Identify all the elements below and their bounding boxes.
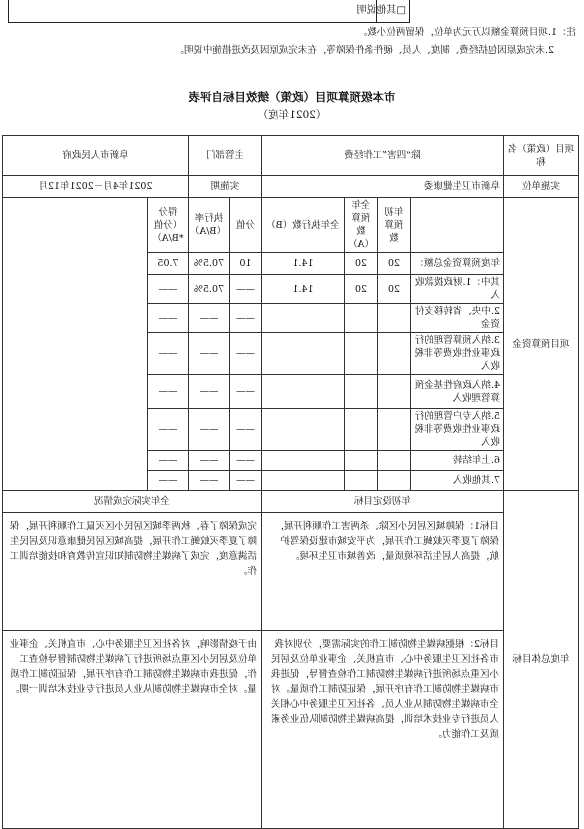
- budget-initial: [378, 451, 411, 471]
- budget-row-label: 4.纳入政府性基金预算管理收入: [411, 375, 504, 409]
- budget-weight: ——: [229, 471, 261, 491]
- budget-score: ——: [147, 471, 188, 491]
- budget-exec: [261, 409, 344, 451]
- budget-side-blank: [2, 198, 147, 491]
- budget-exec: 14.1: [261, 275, 344, 304]
- budget-initial: [378, 409, 411, 451]
- budget-rate: ——: [188, 451, 229, 471]
- budget-weight: ——: [229, 333, 261, 375]
- other-notes-checkbox-label: □其他说明: [376, 0, 409, 22]
- goals-header-planned: 年初设定目标: [261, 491, 503, 513]
- budget-exec: [261, 375, 344, 409]
- goal-1-actual: 完成保障了春、秋两季城区居民小区灭鼠工作顺利开展，保障了夏季灭蚊蝇工作开展，提高城区居民健康意识及居民生活满意度，完成了病媒生物防制知识宣传教育和技能培训工作。: [2, 513, 261, 631]
- budget-exec: [261, 471, 344, 491]
- budget-annual: 20: [345, 253, 378, 275]
- goal-2-actual: 由于疫情影响，对各社区卫生服务中心、市直机关、企事业单位及居民小区重点场所进行了病媒生物防制督导检查工作，促进我市病媒生物防制工作有序开展，保证防制工作质量。对全市病媒生物防制从业人员进行专业技术培训一期。: [2, 631, 261, 829]
- budget-row-label: 其中：1.财政拨款收入: [411, 275, 504, 304]
- budget-rate: 70.5%: [188, 253, 229, 275]
- budget-row-label: 5.纳入专户管理的行政事业性收费等非税收入: [411, 409, 504, 451]
- budget-rate: ——: [188, 333, 229, 375]
- budget-exec: [261, 451, 344, 471]
- implementation-row: [2, 176, 578, 198]
- header-annual-budget: 全年预算数（A）: [345, 198, 378, 253]
- budget-weight: ——: [229, 304, 261, 333]
- department-label: 主管部门: [188, 136, 261, 176]
- budget-initial: [378, 333, 411, 375]
- evaluation-table: [2, 135, 579, 829]
- impl-unit-label: 实施单位: [504, 176, 579, 198]
- budget-section-label: 项目预算资金: [504, 198, 579, 491]
- budget-annual: [345, 451, 378, 471]
- budget-annual: [345, 471, 378, 491]
- page-subtitle: （2021年度）: [257, 109, 327, 121]
- budget-weight: ——: [229, 375, 261, 409]
- budget-score: ——: [147, 451, 188, 471]
- budget-rate: ——: [188, 304, 229, 333]
- budget-annual: [345, 375, 378, 409]
- goals-header-actual: 全年实际完成情况: [2, 491, 261, 513]
- budget-score: 7.05: [147, 253, 188, 275]
- budget-row-label: 年度预算资金总额：: [411, 253, 504, 275]
- budget-score: ——: [147, 304, 188, 333]
- budget-annual: [345, 333, 378, 375]
- budget-row-label: 3.纳入预算管理的行政事业性收费等非税收入: [411, 333, 504, 375]
- previous-table-fragment: [8, 0, 410, 23]
- budget-row-label: 2.中央、省转移支付资金: [411, 304, 504, 333]
- budget-score: ——: [147, 375, 188, 409]
- note-2: 2.未完成原因包括经费、制度、人员、硬件条件保障等，在未完成原因及改进措施中说明。: [174, 45, 554, 56]
- budget-exec: 14.1: [261, 253, 344, 275]
- budget-score: ——: [147, 409, 188, 451]
- department-value: 阜新市人民政府: [2, 136, 188, 176]
- budget-weight: ——: [229, 409, 261, 451]
- goal-1-planned: 目标1：保障城区居民小区除、杀两害工作顺利开展，保障了夏季灭蚊蝇工作开展，为平安城市建设保驾护航，提高人居生活环境质量，改善城市卫生环境。: [261, 513, 503, 631]
- impl-unit-value: 阜新市卫生健康委: [261, 176, 503, 198]
- header-exec-rate: 执行率（B/A）: [188, 198, 229, 253]
- budget-initial: [378, 471, 411, 491]
- budget-weight: ——: [229, 451, 261, 471]
- budget-annual: 20: [345, 275, 378, 304]
- budget-rate: ——: [188, 471, 229, 491]
- impl-period-label: 实施期: [188, 176, 261, 198]
- budget-header-row: [2, 198, 578, 253]
- budget-initial: [378, 304, 411, 333]
- budget-initial: 20: [378, 275, 411, 304]
- budget-score: ——: [147, 275, 188, 304]
- goal-2-planned: 目标2：根据病媒生物防制工作的实际需要，分别对我市各社区卫生服务中心、市直机关、企事业单位及居民小区重点场所进行病媒生物防制工作检查督导，促进我市病媒生物防制工作有序开展，保证防制工作质量。对全市病媒生物防制从业人员、各社区卫生服务中心相关人员进行专业技术培训，提高病媒生物防制队伍业务素质及工作能力。: [261, 631, 503, 829]
- budget-exec: [261, 304, 344, 333]
- header-score-weight: 分值: [229, 198, 261, 253]
- budget-annual: [345, 409, 378, 451]
- budget-weight: ——: [229, 275, 261, 304]
- header-annual-exec: 全年执行数（B）: [261, 198, 344, 253]
- project-name-value: 除“四害”工作经费: [261, 136, 503, 176]
- project-name-label: 项目（政策）名称: [504, 136, 579, 176]
- goal-row: [2, 631, 578, 829]
- note-1: 注：1.项目预算金额以万元为单位，保留两位小数。: [357, 27, 576, 38]
- budget-exec: [261, 333, 344, 375]
- budget-rate: ——: [188, 375, 229, 409]
- project-name-row: [2, 136, 578, 176]
- budget-initial: 20: [378, 253, 411, 275]
- impl-period-value: 2021年4月－2021年12月: [2, 176, 188, 198]
- budget-initial: [378, 375, 411, 409]
- budget-row-label: 7.其他收入: [411, 471, 504, 491]
- annual-goals-label: 年度总体目标: [504, 491, 579, 829]
- budget-weight: 10: [229, 253, 261, 275]
- budget-annual: [345, 304, 378, 333]
- goals-header-row: [2, 491, 578, 513]
- budget-rate: 70.5%: [188, 275, 229, 304]
- goal-row: [2, 513, 578, 631]
- budget-score: ——: [147, 333, 188, 375]
- header-initial-budget: 年初预算数: [378, 198, 411, 253]
- page-title: 市本级预算项目（政策）绩效目标自评表: [188, 90, 396, 104]
- header-score: 得分（分值*B/A）: [147, 198, 188, 253]
- budget-header-blank: [411, 198, 504, 253]
- budget-rate: ——: [188, 409, 229, 451]
- budget-row-label: 6.上年结转: [411, 451, 504, 471]
